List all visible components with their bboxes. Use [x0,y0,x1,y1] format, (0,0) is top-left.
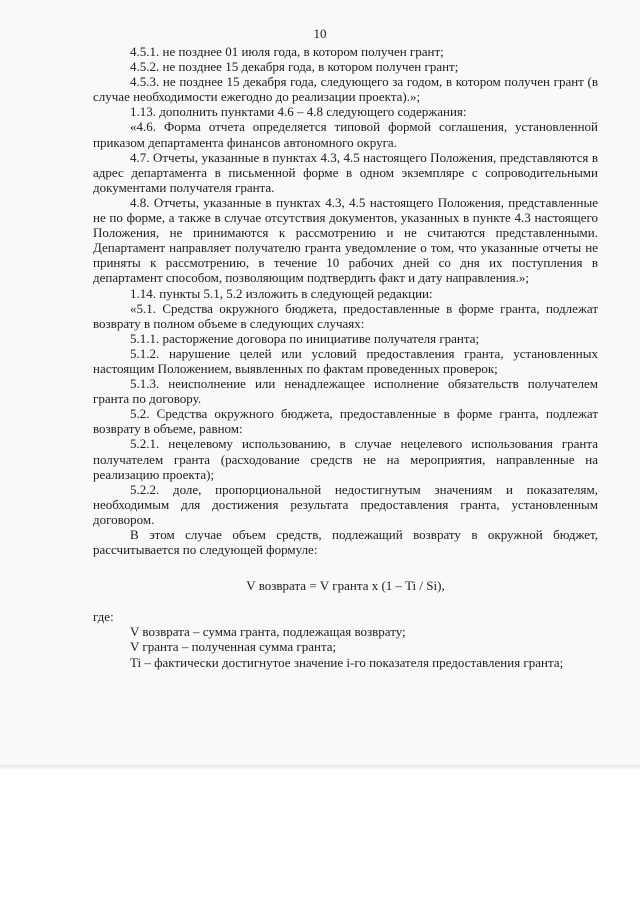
page-number: 10 [313,26,327,41]
paragraph-5-2: 5.2. Средства окружного бюджета, предоставленные в форме гранта, подлежат возврату в объеме, равном: [93,406,598,437]
paragraph-5-1: «5.1. Средства окружного бюджета, предоставленные в форме гранта, подлежат возврату в полном объеме в следующих случаях: [93,300,598,331]
paragraph-4-5-1: 4.5.1. не позднее 01 июля года, в котором получен грант; [130,44,444,59]
formula-where-label: где: [93,609,114,625]
sheet-bottom-edge [0,765,640,770]
document-body [93,44,598,670]
paragraph-4-5-2: 4.5.2. не позднее 15 декабря года, в котором получен грант; [130,59,459,75]
refund-formula: V возврата = V гранта x (1 – Ti / Si), [246,578,445,594]
paragraph-4-5-3: 4.5.3. не позднее 15 декабря года, следующего за годом, в котором получен грант (в случае необходимости ежегодно до реализации проекта).»; [93,74,598,105]
definition-v-refund: V возврата – сумма гранта, подлежащая возврату; [130,624,406,640]
paragraph-5-2-1: 5.2.1. нецелевому использованию, в случае нецелевого использования гранта получателем гранта (расходование средств не на мероприятия, направленные на реализацию проекта); [93,436,598,482]
paragraph-5-1-2: 5.1.2. нарушение целей или условий предоставления гранта, установленных настоящим Положением, выявленных по фактам проведенных проверок; [93,345,598,376]
definition-ti: Ti – фактически достигнутое значение i-го показателя предоставления гранта; [130,654,564,670]
paragraph-1-14: 1.14. пункты 5.1, 5.2 изложить в следующей редакции: [130,285,433,301]
paragraph-4-6: «4.6. Форма отчета определяется типовой формой соглашения, установленной приказом департамента финансов автономного округа. [93,119,598,150]
paragraph-4-8: 4.8. Отчеты, указанные в пунктах 4.3, 4.5 настоящего Положения, представленные не по форме, а также в случае отсутствия документов, указанных в пункте 4.3 настоящего Положения, не принимаются к рассмотрению и не считаются представленными. Департамент направляет получателю гранта уведомление о том, что указанные отчеты не приняты к рассмотрению, в течение 10 рабочих дней со дня их поступления в департамент способом, позволяющим подтвердить факт и дату направления.»; [93,194,598,286]
paragraph-5-1-1: 5.1.1. расторжение договора по инициативе получателя гранта; [130,330,480,346]
paragraph-1-13: 1.13. дополнить пунктами 4.6 – 4.8 следующего содержания: [130,104,467,120]
paragraph-5-2-2: 5.2.2. доле, пропорциональной недостигнутым значениям и показателям, необходимым для достижения результата предоставления гранта, установленным договором. [93,481,598,527]
paragraph-formula-intro: В этом случае объем средств, подлежащий возврату в окружной бюджет, рассчитывается по следующей формуле: [93,527,598,558]
definition-v-grant: V гранта – полученная сумма гранта; [130,639,337,655]
paragraph-5-1-3: 5.1.3. неисполнение или ненадлежащее исполнение обязательств получателем гранта по договору. [93,376,598,407]
paragraph-4-7: 4.7. Отчеты, указанные в пунктах 4.3, 4.5 настоящего Положения, представляются в адрес департамента в письменной форме в одном экземпляре с сопроводительными документами получателя гранта. [93,149,598,195]
